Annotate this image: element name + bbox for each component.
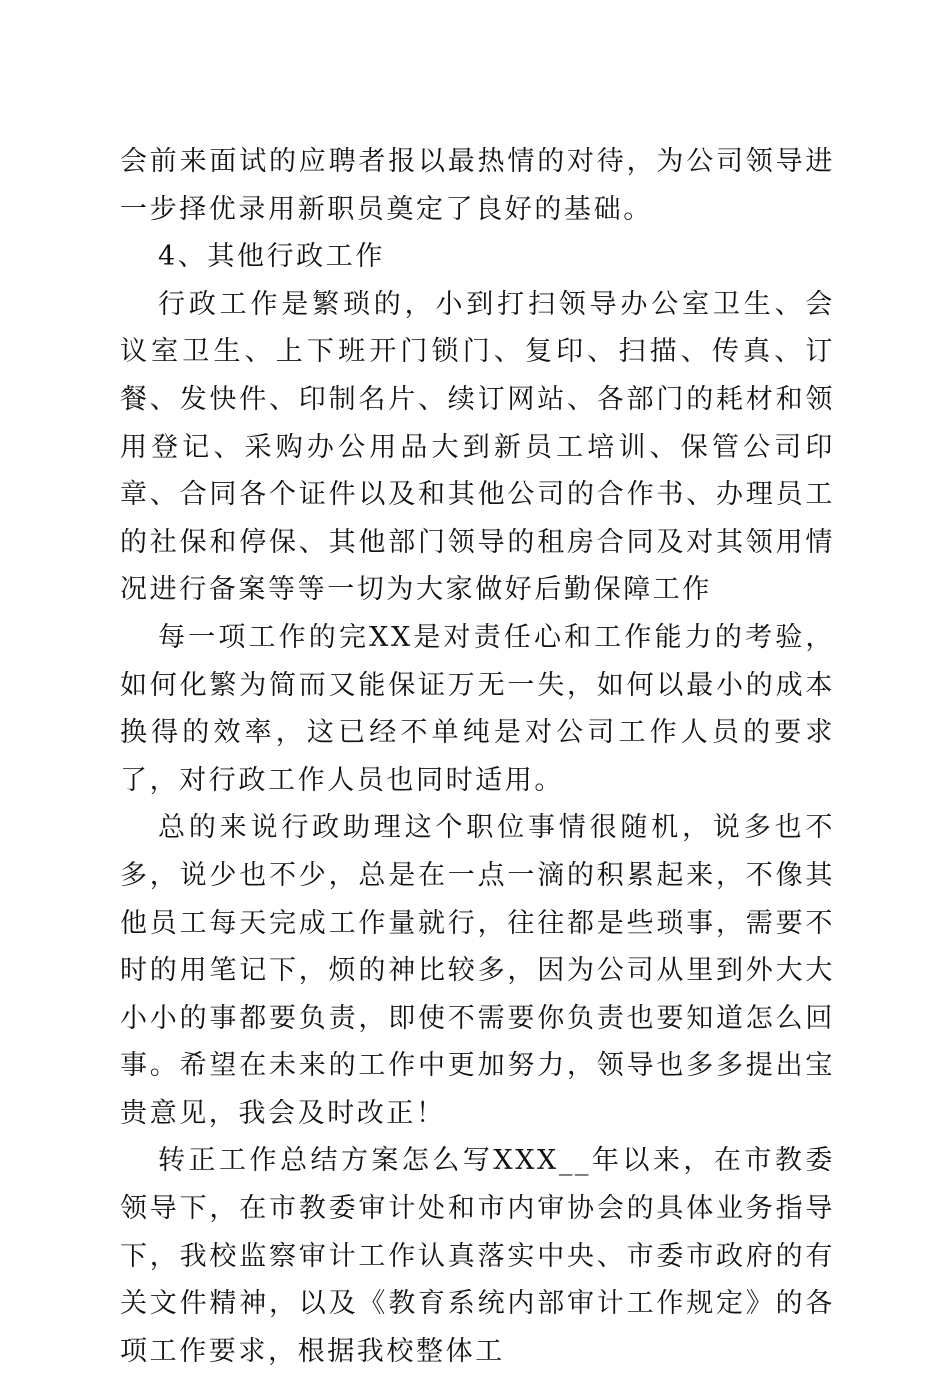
document-body xyxy=(120,138,835,1375)
paragraph-continuation: 会前来面试的应聘者报以最热情的对待，为公司领导进一步择优录用新职员奠定了良好的基础。 xyxy=(120,146,835,225)
paragraph-admin-work: 行政工作是繁琐的，小到打扫领导办公室卫生、会议室卫生、上下班开门锁门、复印、扫描、传真、订餐、发快件、印制名片、续订网站、各部门的耗材和领用登记、采购办公用品大到新员工培训、保管公司印章、合同各个证件以及和其他公司的合作书、办理员工的社保和停保、其他部门领导的租房合同及对其领用情况进行备案等等一切为大家做好后勤保障工作 xyxy=(120,288,835,606)
paragraph-summary: 总的来说行政助理这个职位事情很随机，说多也不多，说少也不少，总是在一点一滴的积累起来，不像其他员工每天完成工作量就行，往往都是些琐事，需要不时的用笔记下，烦的神比较多，因为公司从里到外大大小小的事都要负责，即使不需要你负责也要知道怎么回事。希望在未来的工作中更加努力，领导也多多提出宝贵意见，我会及时改正！ xyxy=(120,812,835,1129)
section-heading: 4、其他行政工作 xyxy=(158,241,385,273)
paragraph-audit: 转正工作总结方案怎么写XXX__年以来，在市教委领导下，在市教委审计处和市内审协会的具体业务指导下，我校监察审计工作认真落实中央、市委市政府的有关文件精神，以及《教育系统内部审计工作规定》的各项工作要求，根据我校整体工 xyxy=(120,1145,835,1367)
paragraph-work-test: 每一项工作的完XX是对责任心和工作能力的考验，如何化繁为简而又能保证万无一失，如何以最小的成本换得的效率，这已经不单纯是对公司工作人员的要求了，对行政工作人员也同时适用。 xyxy=(120,621,835,796)
